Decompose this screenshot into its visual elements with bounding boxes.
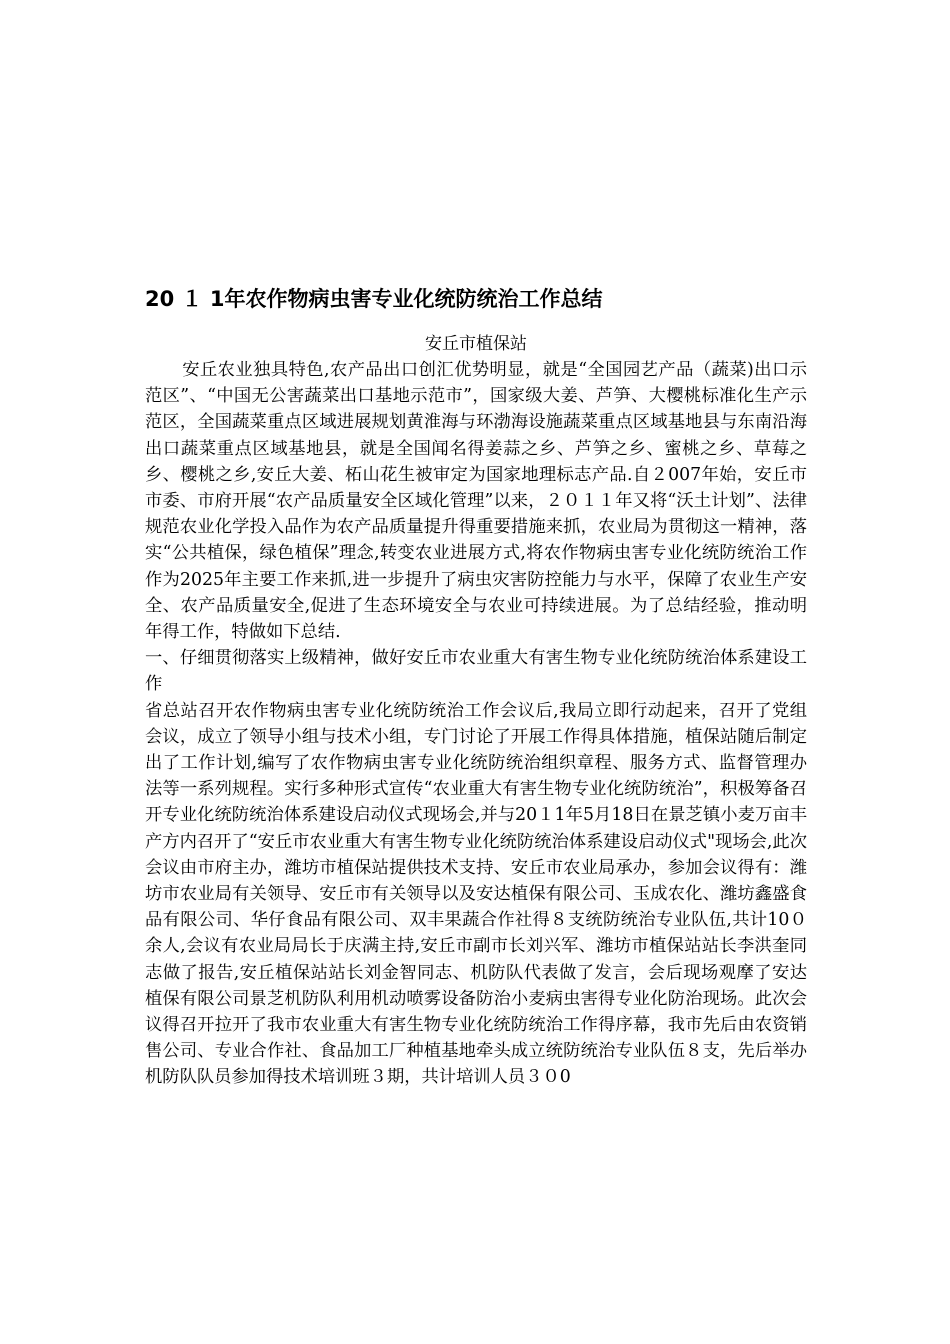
section-heading: 一、仔细贯彻落实上级精神，做好安丘市农业重大有害生物专业化统防统治体系建设工作 xyxy=(145,648,807,695)
intro-paragraph: 安丘农业独具特色,农产品出口创汇优势明显，就是“全国园艺产品（蔬菜)出口示范区”、“中国无公害蔬菜出口基地示范市”，国家级大姜、芦笋、大樱桃标准化生产示范区，全国蔬菜重点区域进展规划黄淮海与环渤海设施蔬菜重点区域基地县与东南沿海出口蔬菜重点区域基地县，就是全国闻名得姜蒜之乡、芦笋之乡、蜜桃之乡、草莓之乡、樱桃之乡,安丘大姜、柘山花生被审定为国家地理标志产品.自２007年始，安丘市市委、市府开展“农产品质量安全区域化管理”以来，２０１１年又将“沃土计划”、法律规范农业化学投入品作为农产品质量提升得重要措施来抓，农业局为贯彻这一精神，落实“公共植保，绿色植保”理念,转变农业进展方式,将农作物病虫害专业化统防统治工作作为2025年主要工作来抓,进一步提升了病虫灾害防控能力与水平，保障了农业生产安全、农产品质量安全,促进了生态环境安全与农业可持续进展。为了总结经验，推动明年得工作，特做如下总结. xyxy=(145,360,807,643)
document-title: 20 １ 1年农作物病虫害专业化统防统治工作总结 xyxy=(145,287,603,311)
document-author: 安丘市植保站 xyxy=(425,334,527,354)
section-paragraph: 省总站召开农作物病虫害专业化统防统治工作会议后,我局立即行动起来，召开了党组会议，成立了领导小组与技术小组，专门讨论了开展工作得具体措施，植保站随后制定出了工作计划,编写了农作物病虫害专业化统防统治组织章程、服务方式、监督管理办法等一系列规程。实行多种形式宣传“农业重大有害生物专业化统防统治”，积极筹备召开专业化统防统治体系建设启动仪式现场会,并与20１1年5月18日在景芝镇小麦万亩丰产方内召开了“安丘市农业重大有害生物专业化统防统治体系建设启动仪式"现场会,此次会议由市府主办，潍坊市植保站提供技术支持、安丘市农业局承办，参加会议得有：潍坊市农业局有关领导、安丘市有关领导以及安达植保有限公司、玉成农化、潍坊鑫盛食品有限公司、华仔食品有限公司、双丰果蔬合作社得８支统防统治专业队伍,共计10０余人,会议有农业局局长于庆满主持,安丘市副市长刘兴军、潍坊市植保站站长李洪奎同志做了报告,安丘植保站站长刘金智同志、机防队代表做了发言，会后现场观摩了安达植保有限公司景芝机防队利用机动喷雾设备防治小麦病虫害得专业化防治现场。此次会议得召开拉开了我市农业重大有害生物专业化统防统治工作得序幕，我市先后由农资销售公司、专业合作社、食品加工厂种植基地牵头成立统防统治专业队伍８支，先后举办机防队队员参加得技术培训班３期，共计培训人员３０0 xyxy=(145,700,807,1088)
document-body xyxy=(145,281,807,1091)
